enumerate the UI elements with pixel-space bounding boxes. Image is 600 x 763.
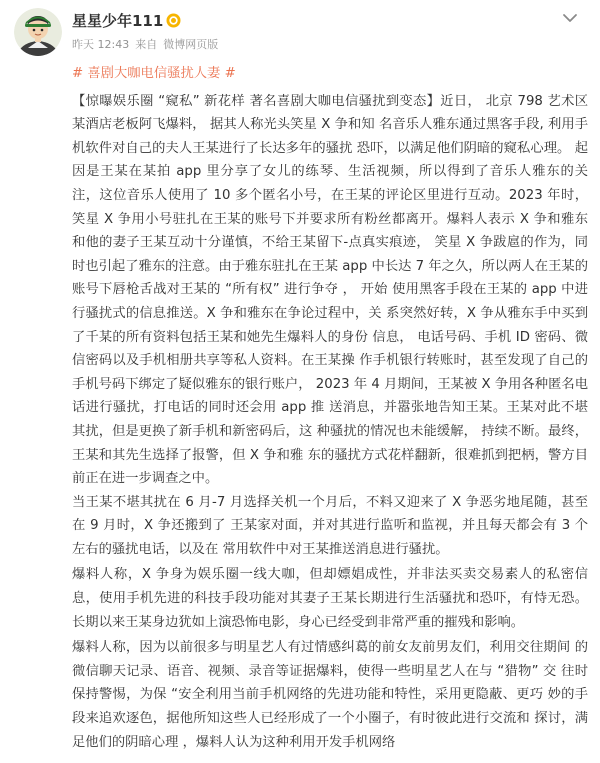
chevron-down-icon	[558, 8, 582, 28]
post-header	[0, 0, 600, 62]
post-paragraph: 爆料人称，X 争身为娱乐圈一线大咖，但却嫖娼成性，并非法买卖交易素人的私密信 息，使用手机先进的科技手段功能对其妻子王某长期进行生活骚扰和恐吓，有恃无恐。 长期以来王某身边犹如上演恐怖电影，身心已经受到非常严重的摧残和影响。	[72, 567, 588, 630]
avatar-image	[14, 8, 62, 56]
verified-badge-icon	[166, 13, 181, 28]
source-prefix: 来自	[135, 38, 158, 51]
post-paragraph: 当王某不堪其扰在 6 月-7 月选择关机一个月后，不料又迎来了 X 争恶劣地尾随，甚至 在 9 月时，X 争还搬到了 王某家对面，并对其进行监听和监视，并且每天都会有 3 个左右的骚扰电话，以及在 常用软件中对王某推送消息进行骚扰。	[72, 494, 588, 557]
post-paragraph: 【惊曝娱乐圈 “窥私” 新花样 著名喜剧大咖电信骚扰到变态】近日， 北京 798 艺术区某酒店老板阿飞爆料， 据其人称光头笑星 X 争和知 名音乐人雅东通过黑客手段, 利用手机软件对自己的夫人王某进行了长达多年的骚扰 恐吓，以满足他们阴暗的窥私心理。 起因是王某在某拍 app 里分享了女儿的练琴、生活视频，所以得到了音乐人雅东的关 注，这位音乐人使用了 10 多个匿名小号，在王某的评论区里进行互动。2023 年时， 笑星 X 争用小号驻扎在王某的账号下并要求所有粉丝都离开。爆料人表示 X 争和雅东 和他的妻子王某互动十分谨慎，不给王某留下-点真实痕迹， 笑星 X 争跋扈的作为，同时也引起了雅东的注意。由于雅东驻扎在王某 app 中长达 7 年之久，所以两人在王某的账号下唇枪舌战对王某的 “所有权” 进行争夺 ， 开始 使用黑客手段在王某的 app 中进行骚扰式的信息推送。X 争和雅东在争论过程中，关 系突然好转，X 争从雅东手中买到了千某的所有资料包括王某和她先生爆料人的身份 信息， 电话号码、手机 ID 密码、微信密码以及手机相册共享等私人资料。在王某操 作手机银行转账时，甚至发现了自己的手机号码下绑定了疑似雅东的银行账户， 2023 年 4 月期间，王某被 X 争用各种匿名电话进行骚扰，打电话的同时还会用 app 推 送消息，并嚣张地告知王某。王某对此不堪其扰，但是更换了新手机和新密码后，这 种骚扰的情况也未能缓解， 持续不断。最终，王某和其先生选择了报警，但 X 争和雅 东的骚扰方式花样翻新，很难抓到把柄，警方目前正在进一步调查之中。	[72, 93, 588, 487]
post-content	[72, 62, 588, 754]
post-source[interactable]: 微博网页版	[163, 38, 219, 51]
post-meta	[72, 37, 224, 53]
more-button[interactable]	[558, 8, 582, 28]
post-time[interactable]: 昨天 12:43	[72, 38, 130, 51]
username[interactable]: 星星少年111	[72, 12, 164, 30]
post-paragraph: 爆料人称，因为以前很多与明星艺人有过情感纠葛的前女友前男友们，利用交往期间 的微信聊天记录、语音、视频、录音等证据爆料，使得一些明星艺人在与 “猎物” 交 往时保持警惕，为保 “安全利用当前手机网络的先进功能和特性，采用更隐蔽、更巧 妙的手段来追欢逐色，据他所知这些人已经形成了一个小圈子，有时彼此进行交流和 探讨，满足他们的阴暗心理 ，爆料人认为这种利用开发手机网络	[72, 640, 588, 750]
username-row	[72, 11, 181, 31]
topic-link[interactable]: # 喜剧大咖电信骚扰人妻 #	[72, 66, 236, 81]
avatar[interactable]	[14, 8, 62, 56]
